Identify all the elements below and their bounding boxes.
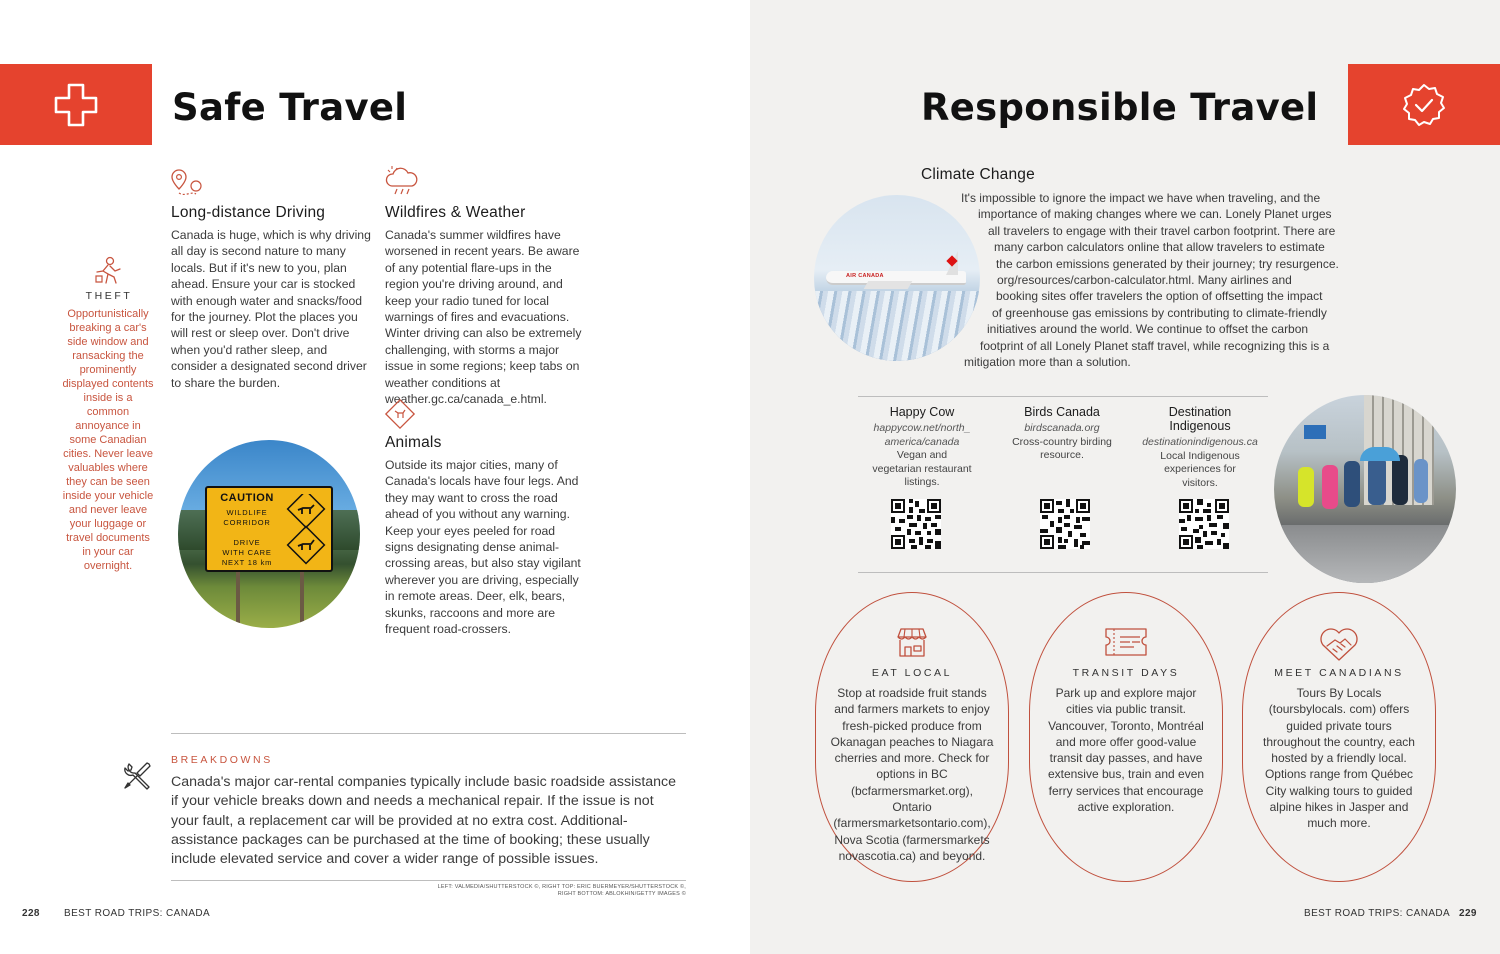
page-title: Responsible Travel bbox=[921, 86, 1319, 129]
sign-wildlife: WILDLIFE bbox=[226, 508, 268, 517]
tip-text: Stop at roadside fruit stands and farmers markets to enjoy fresh-picked produce from Okanagan peaches to Niagara cherries and more. Check for options in BC (bcfarmersmarket.org), Ontario (farmersmarketsontario.com), Nova Scotia (farmersmarkets novascotia.ca) and beyond. bbox=[830, 686, 994, 863]
medical-cross-icon bbox=[52, 81, 100, 129]
thief-icon bbox=[92, 254, 124, 286]
breakdowns-heading: BREAKDOWNS bbox=[171, 754, 273, 766]
tip-text: Tours By Locals (toursbylocals. com) offers guided private tours throughout the country, each hosted by a friendly local. Options range from Québec City walking tours to guided alpine hikes in Jasper and much more. bbox=[1263, 686, 1415, 831]
moose-deer-crossing-icon bbox=[283, 494, 331, 568]
sign-corridor: CORRIDOR bbox=[223, 518, 271, 527]
resource-title: Destination Indigenous bbox=[1168, 405, 1232, 433]
wildlife-sign-photo bbox=[178, 440, 360, 628]
resource-destination-indigenous bbox=[1138, 405, 1262, 490]
resource-happy-cow bbox=[862, 405, 982, 490]
climate-line: importance of making changes where we can. Lonely Planet urges bbox=[978, 207, 1332, 222]
plane-livery: AIR CANADA bbox=[846, 273, 884, 279]
storm-cloud-icon bbox=[384, 164, 420, 198]
resource-link[interactable]: birdscanada.org bbox=[1024, 422, 1100, 434]
sidebar-heading: THEFT bbox=[85, 290, 133, 302]
wildfires-text: Canada's summer wildfires have worsened in recent years. Be aware of any potential flare-ups in the region you're driving around, and keep your radio tuned for local warnings of fires and evacuations. Winter driving can also be extremely challenging, with storms a major issue in some regions; keep tabs on weather conditions at weather.gc.ca/canada_e.html. bbox=[385, 228, 582, 407]
climate-line: all travelers to engage with their travel carbon footprint. There are bbox=[988, 223, 1336, 238]
climate-line: footprint of all Lonely Planet staff travel, while recognizing this is a bbox=[980, 338, 1330, 353]
page-number: 229 bbox=[1459, 908, 1477, 919]
climate-line: of greenhouse gas emissions by contributing to climate-friendly bbox=[992, 305, 1327, 320]
page-title: Safe Travel bbox=[172, 86, 408, 129]
tip-heading: EAT LOCAL bbox=[871, 667, 953, 679]
resource-birds-canada bbox=[1002, 405, 1122, 463]
climate-line: many carbon calculators online that allow travelers to estimate bbox=[994, 240, 1325, 255]
handshake-heart-icon bbox=[1317, 625, 1361, 663]
sign-distance: NEXT 18 km bbox=[221, 558, 273, 567]
climate-line: the carbon emissions generated by their journey; try resurgence. bbox=[996, 256, 1339, 271]
divider bbox=[171, 733, 686, 734]
tip-text: Park up and explore major cities via public transit. Vancouver, Toronto, Montréal and more offer good-value transit day passes, and have extensive bus, train and even ferry services that encourage active exploration. bbox=[1047, 686, 1205, 815]
page-number: 228 bbox=[22, 908, 40, 919]
resource-title: Birds Canada bbox=[1024, 405, 1100, 419]
climate-line: booking sites offer travelers the option of offsetting the impact bbox=[996, 289, 1323, 304]
divider bbox=[171, 880, 686, 881]
climate-line: initiatives around the world. We continue to offset the carbon bbox=[987, 322, 1309, 337]
right-page bbox=[750, 0, 1500, 954]
caution-sign bbox=[205, 486, 333, 572]
verified-badge-icon bbox=[1401, 82, 1447, 128]
tip-transit-days bbox=[1029, 592, 1223, 882]
tip-heading: TRANSIT DAYS bbox=[1072, 667, 1180, 679]
tip-heading: MEET CANADIANS bbox=[1274, 667, 1404, 679]
climate-line: org/resources/carbon-calculator.html. Many airlines and bbox=[997, 273, 1292, 288]
climate-heading: Climate Change bbox=[921, 166, 1035, 183]
badge-block bbox=[1348, 64, 1500, 145]
sign-caution: CAUTION bbox=[220, 492, 274, 504]
sign-with-care: WITH CARE bbox=[222, 548, 272, 557]
sidebar-text: Opportunistically breaking a car's side window and ransacking the prominently displayed contents inside is a common annoyance in some Canadian cities. Never leave valuables where they can be seen inside your vehicle and never leave your luggage or travel documents in your car overnight. bbox=[62, 308, 154, 572]
driving-text: Canada is huge, which is why driving all day is second nature to many locals. But if it's new to you, plan ahead. Ensure your car is stocked with enough water and snacks/food for the journey. Plot the places you will rest or sleep over. Don't drive when you'd rather sleep, and consider a designated second driver to share the burden. bbox=[171, 228, 371, 390]
animals-heading: Animals bbox=[385, 434, 442, 451]
divider bbox=[858, 396, 1268, 397]
wrench-screwdriver-icon bbox=[121, 760, 153, 792]
resource-link[interactable]: destinationindigenous.ca bbox=[1142, 436, 1258, 448]
qr-code-birds-canada[interactable] bbox=[1040, 499, 1090, 549]
credits-line: RIGHT BOTTOM: ABLOKHIN/GETTY IMAGES © bbox=[557, 891, 686, 897]
climate-line: mitigation more than a solution. bbox=[964, 355, 1131, 370]
running-footer: BEST ROAD TRIPS: CANADA bbox=[64, 908, 211, 919]
tip-meet-canadians bbox=[1242, 592, 1436, 882]
driving-heading: Long-distance Driving bbox=[171, 204, 326, 221]
storefront-icon bbox=[894, 625, 930, 659]
ticket-icon bbox=[1102, 625, 1150, 659]
route-pin-icon bbox=[170, 168, 204, 200]
running-footer: BEST ROAD TRIPS: CANADA bbox=[1304, 908, 1451, 919]
resource-desc: Local Indigenous experiences for visitors. bbox=[1160, 449, 1240, 489]
resource-desc: Cross-country birding resource. bbox=[1012, 435, 1112, 461]
resource-title: Happy Cow bbox=[889, 405, 955, 419]
first-aid-block bbox=[0, 64, 152, 145]
wildfires-heading: Wildfires & Weather bbox=[385, 204, 526, 221]
tip-eat-local bbox=[815, 592, 1009, 882]
credits-line: LEFT: VALMEDIA/SHUTTERSTOCK ©, RIGHT TOP: ERIC BUERMEYER/SHUTTERSTOCK ©, bbox=[437, 884, 686, 890]
resource-link[interactable]: happycow.net/north_ america/canada bbox=[873, 422, 971, 448]
divider bbox=[858, 572, 1268, 573]
qr-code-happy-cow[interactable] bbox=[891, 499, 941, 549]
breakdowns-text: Canada's major car-rental companies typically include basic roadside assistance if your vehicle breaks down and needs a mechanical repair. If the issue is not your fault, a replacement car will be provided at no extra cost. Additional-assistance packages can be purchased at the time of booking; these usually include elevated service and cover a wider range of possible issues. bbox=[171, 774, 677, 868]
climate-text bbox=[940, 190, 1340, 370]
animal-sign-icon bbox=[384, 398, 416, 430]
sign-drive: DRIVE bbox=[233, 538, 261, 547]
climate-line: It's impossible to ignore the impact we have when traveling, and the bbox=[961, 191, 1321, 205]
qr-code-destination-indigenous[interactable] bbox=[1179, 499, 1229, 549]
resource-desc: Vegan and vegetarian restaurant listings. bbox=[872, 449, 972, 488]
pedestrians-photo bbox=[1274, 395, 1456, 583]
photo-credits bbox=[430, 884, 686, 898]
animals-text: Outside its major cities, many of Canada's locals have four legs. And they may want to cross the road ahead of you without any warning. Keep your eyes peeled for road signs designating dense animal-crossing areas, but also stay vigilant wherever you are driving, especially in remote areas. Deer, elk, bears, skunks, raccoons and more are frequent road-crossers. bbox=[385, 458, 581, 637]
